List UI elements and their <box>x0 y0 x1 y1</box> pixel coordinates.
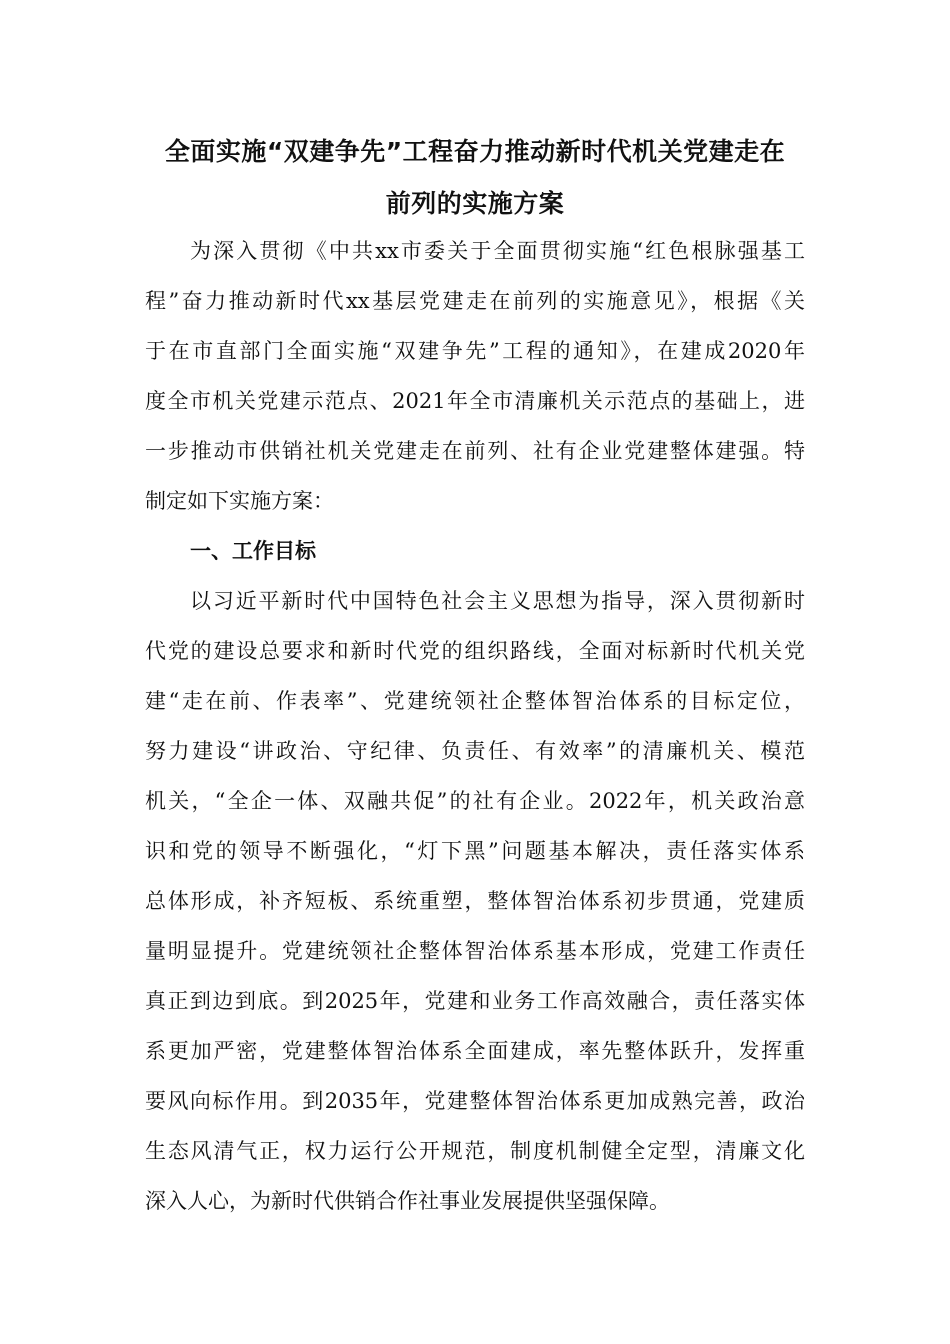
paragraph-line: 系更加严密，党建整体智治体系全面建成，率先整体跃升，发挥重 <box>145 1039 805 1063</box>
paragraph-line: 深入人心，为新时代供销合作社事业发展提供坚强保障。 <box>145 1189 670 1213</box>
paragraph-line: 总体形成，补齐短板、系统重塑，整体智治体系初步贯通，党建质 <box>145 889 805 913</box>
paragraph-line: 度全市机关党建示范点、2021年全市清廉机关示范点的基础上，进 <box>145 389 805 413</box>
paragraph-line: 一步推动市供销社机关党建走在前列、社有企业党建整体建强。特 <box>145 439 805 463</box>
paragraph-line: 代党的建设总要求和新时代党的组织路线，全面对标新时代机关党 <box>145 639 805 663</box>
paragraph-line: 生态风清气正，权力运行公开规范，制度机制健全定型，清廉文化 <box>145 1139 805 1163</box>
paragraph-line: 要风向标作用。到2035年，党建整体智治体系更加成熟完善，政治 <box>145 1089 805 1113</box>
paragraph-line: 努力建设“讲政治、守纪律、负责任、有效率”的清廉机关、模范 <box>145 739 805 763</box>
section-heading: 一、工作目标 <box>190 539 316 563</box>
paragraph-line: 机关，“全企一体、双融共促”的社有企业。2022年，机关政治意 <box>145 789 805 813</box>
document-title-line-2: 前列的实施方案 <box>385 189 565 218</box>
paragraph-line: 真正到边到底。到2025年，党建和业务工作高效融合，责任落实体 <box>145 989 805 1013</box>
paragraph-line: 量明显提升。党建统领社企整体智治体系基本形成，党建工作责任 <box>145 939 805 963</box>
paragraph-line: 为深入贯彻《中共xx市委关于全面贯彻实施“红色根脉强基工 <box>190 239 805 263</box>
document-title-line-1: 全面实施“双建争先”工程奋力推动新时代机关党建走在 <box>164 137 786 166</box>
paragraph-line: 以习近平新时代中国特色社会主义思想为指导，深入贯彻新时 <box>190 589 805 613</box>
paragraph-line: 建“走在前、作表率”、党建统领社企整体智治体系的目标定位， <box>145 689 805 713</box>
paragraph-line: 识和党的领导不断强化，“灯下黑”问题基本解决，责任落实体系 <box>145 839 805 863</box>
paragraph-line: 制定如下实施方案： <box>145 489 334 513</box>
paragraph-line: 程”奋力推动新时代xx基层党建走在前列的实施意见》，根据《关 <box>145 289 805 313</box>
paragraph-line: 于在市直部门全面实施“双建争先”工程的通知》，在建成2020年 <box>145 339 805 363</box>
